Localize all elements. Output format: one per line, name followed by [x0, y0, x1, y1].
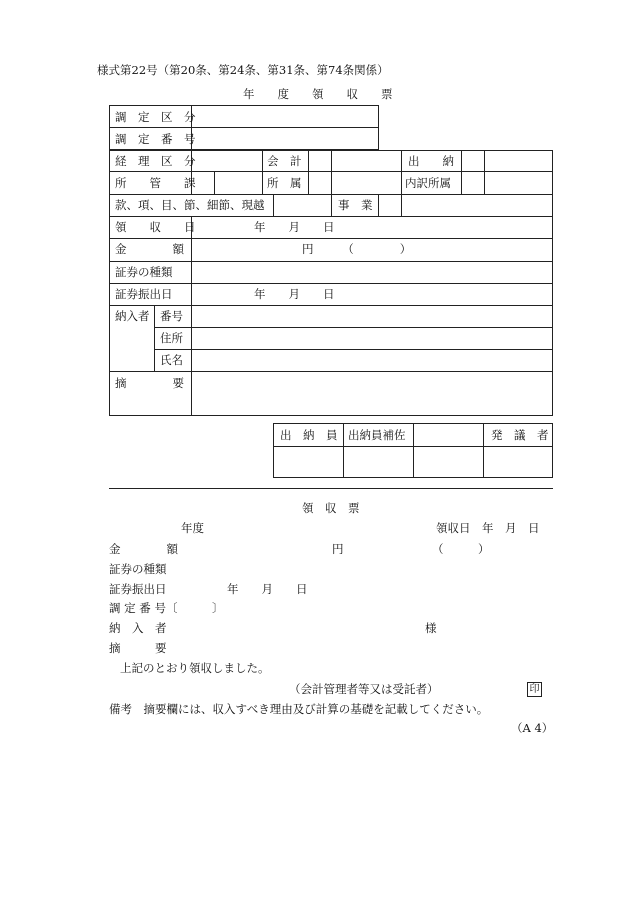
stub-en: 円	[332, 542, 344, 556]
stub-kingaku-label: 金 額	[109, 542, 178, 556]
label-shoken-shurui: 証券の種類	[115, 265, 173, 279]
stub-statement: 上記のとおり領収しました。	[120, 661, 270, 675]
stub-signer: （会計管理者等又は受託者）	[289, 682, 439, 696]
label-chotei-bango: 調 定 番 号	[115, 132, 196, 146]
label-suinou-in: 出 納 員	[280, 428, 338, 442]
label-suinou-hosa: 出納員補佐	[348, 428, 406, 442]
ryoshu-bi-date: 年 月 日	[254, 220, 335, 234]
label-jusho: 住所	[160, 331, 183, 345]
label-bango: 番号	[160, 309, 183, 323]
stub-nonyusha: 納 入 者	[109, 621, 167, 635]
shoken-furidashi-date: 年 月 日	[254, 287, 335, 301]
label-shoken-furidashi: 証券振出日	[115, 287, 173, 301]
stub-nendo: 年度	[181, 521, 204, 535]
label-tekiyo: 摘 要	[115, 376, 184, 390]
paper-size: （A 4）	[511, 721, 554, 735]
label-suinou: 出 納	[408, 154, 454, 168]
label-keiri-kubun: 経 理 区 分	[115, 154, 196, 168]
label-ryoshu-bi: 領 収 日	[115, 220, 196, 234]
stub-shoken-furidashi: 証券振出日	[109, 582, 167, 596]
label-shimei: 氏名	[160, 353, 183, 367]
cut-line	[109, 488, 553, 489]
stub-chotei-bango: 調 定 番 号〔 〕	[109, 601, 224, 615]
stub-title: 領 収 票	[302, 501, 360, 515]
stub-shoken-date: 年 月 日	[227, 582, 308, 596]
stub-shoken-shurui: 証券の種類	[109, 562, 167, 576]
seal-icon: 印	[527, 682, 542, 697]
form-title: 年 度 領 収 票	[243, 87, 393, 101]
form-number: 様式第22号（第20条、第24条、第31条、第74条関係）	[97, 63, 389, 77]
stub-ryoshu-bi: 領収日 年 月 日	[436, 521, 540, 535]
kingaku-fill: 円 （ ）	[302, 242, 412, 256]
stub-paren: （ ）	[432, 542, 490, 556]
label-shokan-ka: 所 管 課	[115, 176, 196, 190]
label-kaikei: 会 計	[267, 154, 302, 168]
label-kingaku: 金 額	[115, 242, 184, 256]
label-shozoku: 所 属	[267, 176, 302, 190]
label-nonyusha: 納入者	[115, 309, 150, 323]
label-uchiwake-shozoku: 内訳所属	[405, 176, 451, 190]
label-jigyo: 事 業	[338, 198, 373, 212]
label-hatsugi-sha: 発 議 者	[491, 428, 549, 442]
label-kanko: 款、項、目、節、細節、現越	[115, 198, 265, 212]
label-chotei-kubun: 調 定 区 分	[115, 110, 196, 124]
stub-tekiyo: 摘 要	[109, 641, 167, 655]
stub-sama: 様	[425, 621, 437, 635]
biko-note: 備考 摘要欄には、収入すべき理由及び計算の基礎を記載してください。	[109, 702, 489, 716]
